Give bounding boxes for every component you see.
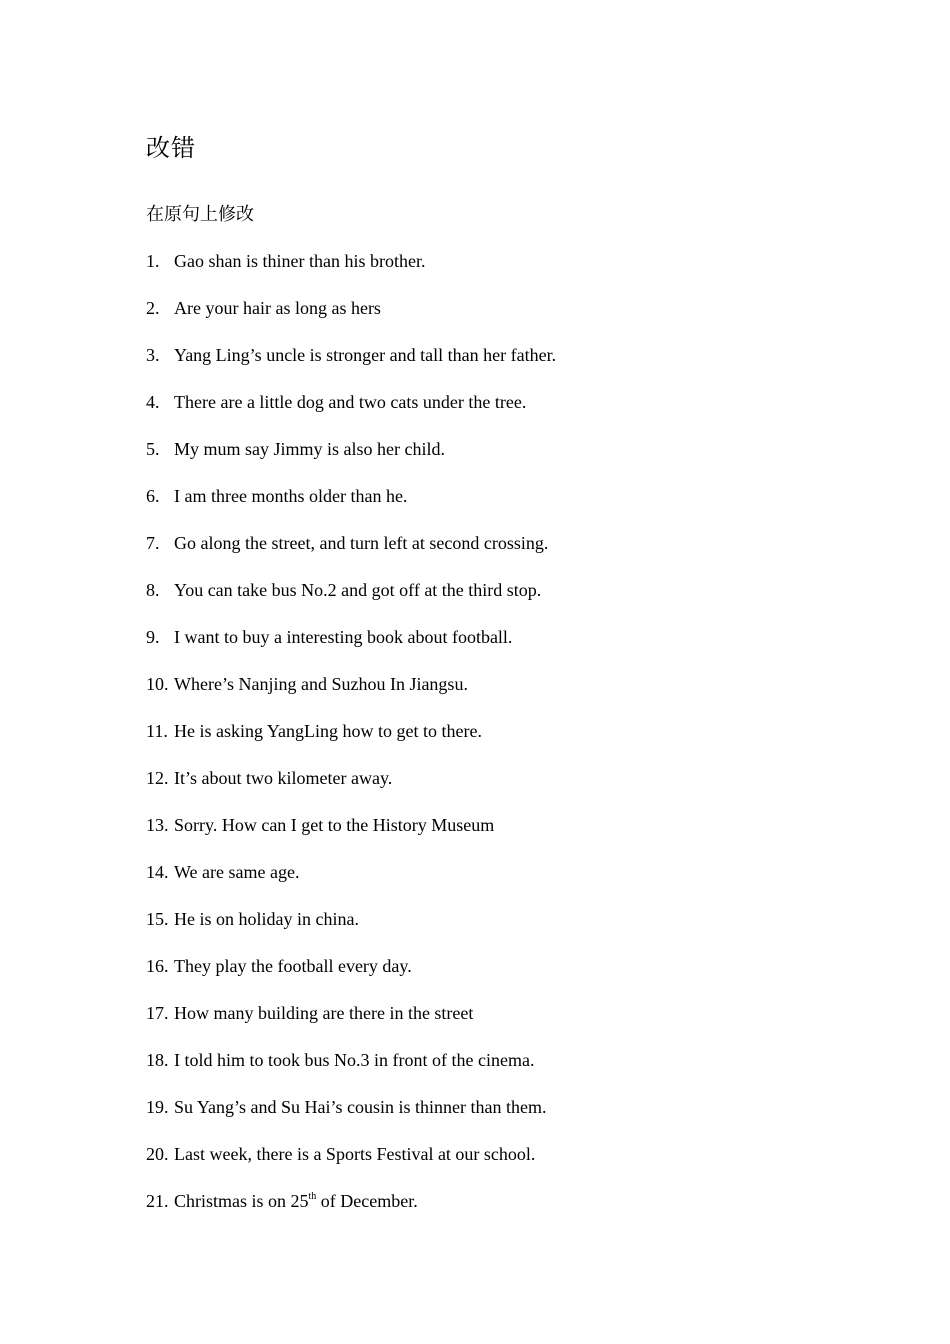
item-number: 12. <box>146 768 169 788</box>
item-number: 16. <box>146 956 169 976</box>
item-sentence: They play the football every day. <box>174 956 412 976</box>
item-number: 3. <box>146 345 160 365</box>
item-sentence: He is asking YangLing how to get to there. <box>174 721 482 741</box>
item-sentence: Go along the street, and turn left at second crossing. <box>174 533 549 553</box>
item-sentence <box>174 1189 418 1236</box>
item-number: 20. <box>146 1144 169 1164</box>
item-number: 17. <box>146 1003 169 1023</box>
list-item <box>146 249 556 296</box>
list-item <box>146 484 556 531</box>
item-sentence: Last week, there is a Sports Festival at our school. <box>174 1144 536 1164</box>
item-number: 1. <box>146 251 160 271</box>
list-item <box>146 343 556 390</box>
list-item <box>146 672 556 719</box>
item-number: 10. <box>146 674 169 694</box>
list-item <box>146 296 556 343</box>
list-item <box>146 1095 556 1142</box>
list-item <box>146 813 556 860</box>
list-item <box>146 625 556 672</box>
item-number: 11. <box>146 721 168 741</box>
item-number: 18. <box>146 1050 169 1070</box>
list-item <box>146 531 556 578</box>
list-item <box>146 954 556 1001</box>
list-item <box>146 390 556 437</box>
item-number: 21. <box>146 1191 169 1211</box>
sentence-list <box>146 249 556 1236</box>
item-sentence: Gao shan is thiner than his brother. <box>174 251 426 271</box>
item-sentence: It’s about two kilometer away. <box>174 768 393 788</box>
item-number: 8. <box>146 580 160 600</box>
item-sentence: Yang Ling’s uncle is stronger and tall than her father. <box>174 345 557 365</box>
item-number: 7. <box>146 533 160 553</box>
list-item <box>146 907 556 954</box>
list-item <box>146 719 556 766</box>
list-item <box>146 1048 556 1095</box>
item-number: 9. <box>146 627 160 647</box>
item-number: 2. <box>146 298 160 318</box>
item-sentence: I told him to took bus No.3 in front of the cinema. <box>174 1050 535 1070</box>
item-sentence: I am three months older than he. <box>174 486 408 506</box>
ordinal-suffix: th <box>308 1191 317 1202</box>
item-sentence: Are your hair as long as hers <box>174 298 381 318</box>
item-sentence: Where’s Nanjing and Suzhou In Jiangsu. <box>174 674 468 694</box>
list-item <box>146 437 556 484</box>
list-item <box>146 1001 556 1048</box>
sentence-text-start: Christmas is on 25 <box>174 1191 309 1211</box>
item-sentence: You can take bus No.2 and got off at the third stop. <box>174 580 542 600</box>
item-number: 19. <box>146 1097 169 1117</box>
item-number: 15. <box>146 909 169 929</box>
item-number: 14. <box>146 862 169 882</box>
item-sentence: He is on holiday in china. <box>174 909 359 929</box>
item-sentence: How many building are there in the street <box>174 1003 474 1023</box>
item-number: 13. <box>146 815 169 835</box>
sentence-text-end: of December. <box>316 1191 418 1211</box>
item-sentence: I want to buy a interesting book about football. <box>174 627 513 647</box>
item-number: 4. <box>146 392 160 412</box>
list-item <box>146 766 556 813</box>
list-item <box>146 578 556 625</box>
list-item <box>146 860 556 907</box>
list-item <box>146 1189 556 1236</box>
item-number: 5. <box>146 439 160 459</box>
instruction-text: 在原句上修改 <box>146 204 254 224</box>
list-item <box>146 1142 556 1189</box>
page-title: 改错 <box>146 136 196 162</box>
item-sentence: There are a little dog and two cats under the tree. <box>174 392 527 412</box>
item-sentence: Su Yang’s and Su Hai’s cousin is thinner than them. <box>174 1097 547 1117</box>
item-sentence: Sorry. How can I get to the History Museum <box>174 815 495 835</box>
item-sentence: My mum say Jimmy is also her child. <box>174 439 445 459</box>
item-number: 6. <box>146 486 160 506</box>
item-sentence: We are same age. <box>174 862 300 882</box>
